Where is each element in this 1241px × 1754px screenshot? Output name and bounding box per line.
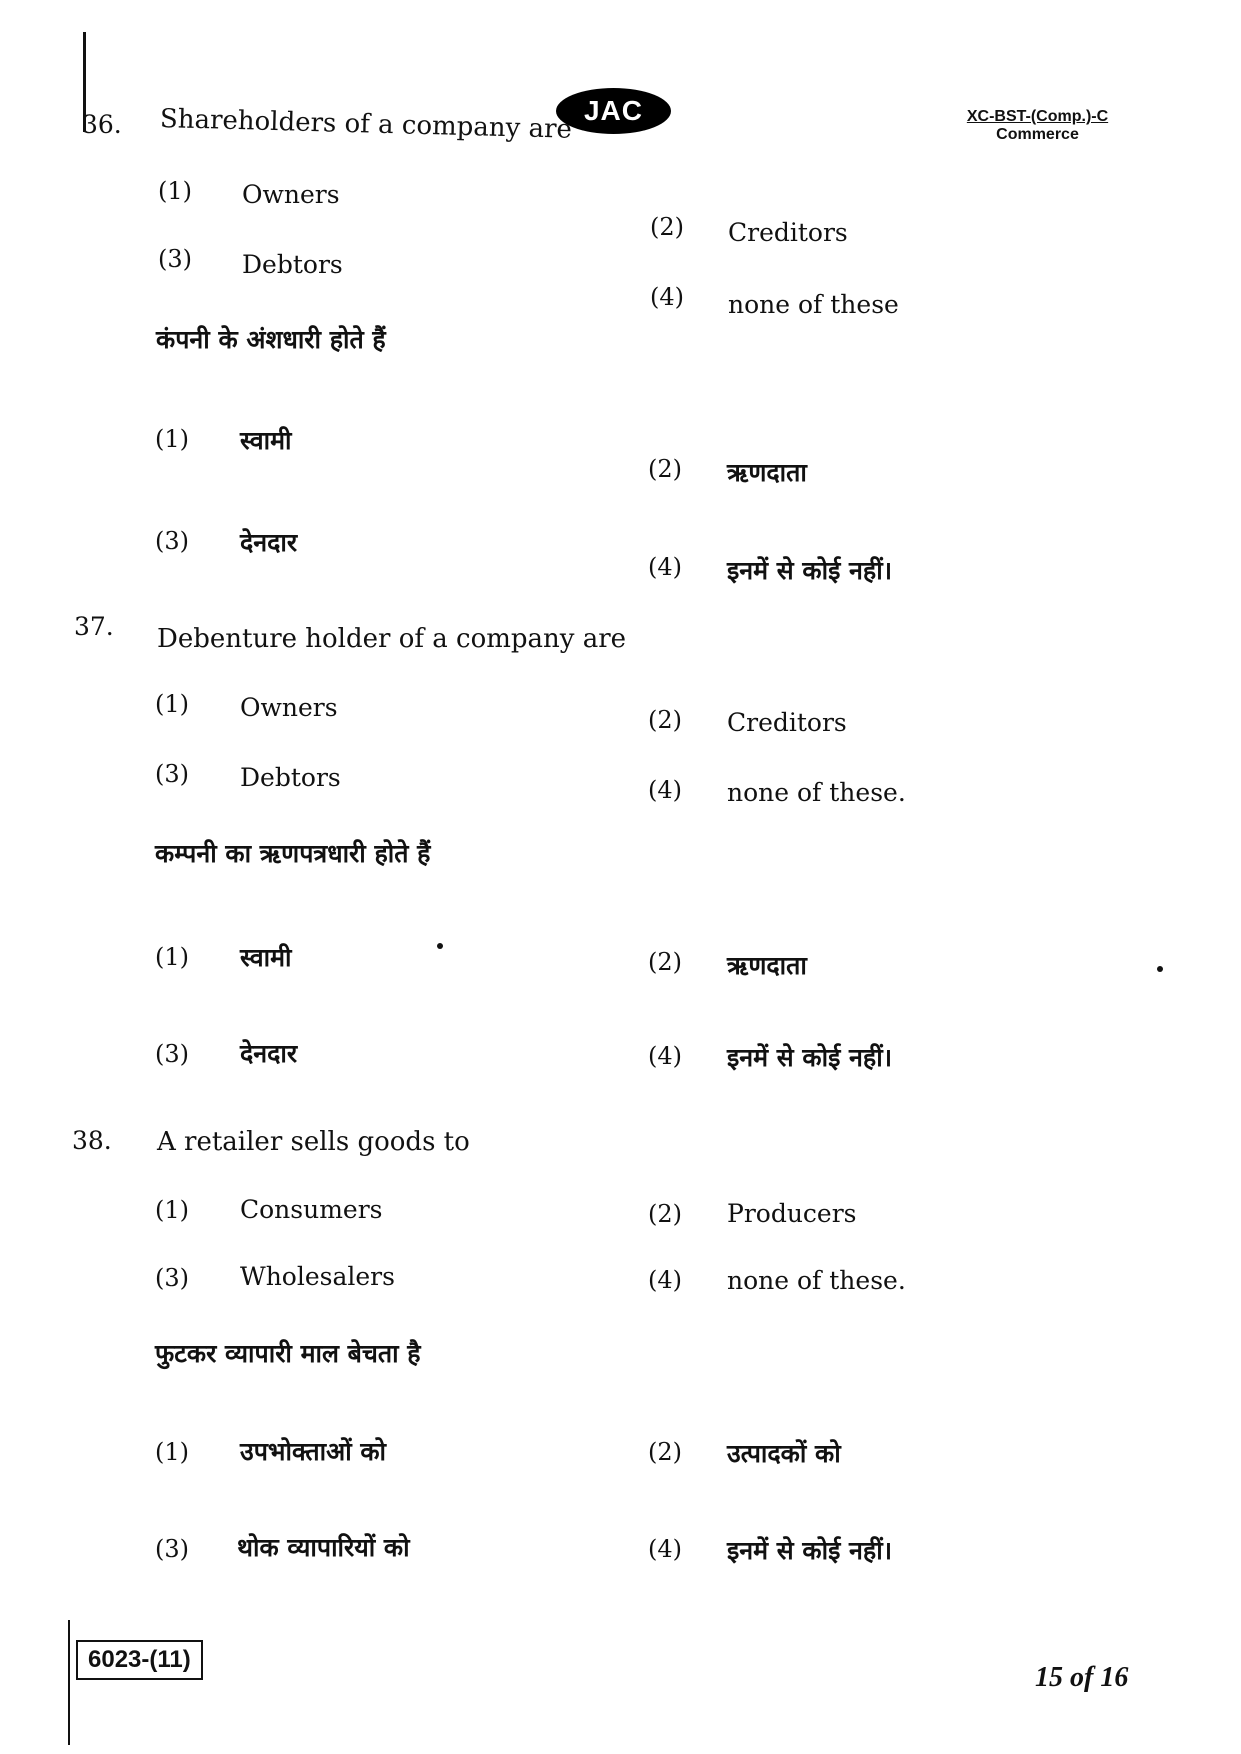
q38-hopt4-num: (4)	[648, 1535, 682, 1563]
scan-speck	[1157, 966, 1163, 972]
q38-hopt3-num: (3)	[155, 1535, 189, 1563]
q36-hopt2-label: ऋणदाता	[727, 458, 807, 487]
q36-hopt3-label: देनदार	[240, 528, 298, 557]
q37-hopt2-label: ऋणदाता	[727, 951, 807, 980]
q38-hopt3-label: थोक व्यापारियों को	[237, 1533, 410, 1562]
q36-hopt3-num: (3)	[155, 527, 189, 555]
q38-opt1-label: Consumers	[240, 1195, 383, 1224]
q36-opt2-label: Creditors	[728, 218, 848, 247]
q37-opt2-num: (2)	[648, 706, 682, 734]
q38-opt1-num: (1)	[155, 1196, 189, 1224]
q36-opt1-num: (1)	[158, 177, 192, 205]
q38-opt2-label: Producers	[727, 1199, 857, 1228]
q37-opt4-num: (4)	[648, 776, 682, 804]
booklet-code: 6023-(11)	[76, 1640, 203, 1680]
q37-opt3-label: Debtors	[240, 763, 341, 792]
question-37-text: Debenture holder of a company are	[157, 624, 627, 654]
q36-opt4-num: (4)	[650, 283, 684, 311]
q37-hopt1-num: (1)	[155, 943, 189, 971]
q38-opt3-num: (3)	[155, 1264, 189, 1292]
question-36-number: 36.	[82, 110, 122, 139]
q38-opt2-num: (2)	[648, 1200, 682, 1228]
question-36-text: Shareholders of a company are	[159, 104, 573, 145]
q36-hopt4-label: इनमें से कोई नहीं।	[727, 556, 893, 585]
q38-hopt1-label: उपभोक्ताओं को	[240, 1437, 387, 1466]
q38-opt3-label: Wholesalers	[240, 1262, 395, 1291]
q37-hopt4-label: इनमें से कोई नहीं।	[727, 1043, 893, 1072]
q36-opt4-label: none of these	[728, 290, 899, 319]
q37-opt1-num: (1)	[155, 690, 189, 718]
q36-hindi-text: कंपनी के अंशधारी होते हैं	[156, 325, 386, 354]
q36-opt1-label: Owners	[242, 180, 340, 209]
q36-hopt2-num: (2)	[648, 455, 682, 483]
question-38-text: A retailer sells goods to	[157, 1127, 470, 1157]
q36-opt3-num: (3)	[158, 245, 192, 273]
q38-hindi-text: फुटकर व्यापारी माल बेचता है	[155, 1339, 421, 1368]
scan-speck	[437, 943, 443, 949]
q36-hopt1-num: (1)	[155, 425, 189, 453]
q37-opt1-label: Owners	[240, 693, 338, 722]
q37-hopt4-num: (4)	[648, 1042, 682, 1070]
question-38-number: 38.	[72, 1126, 112, 1155]
q38-hopt1-num: (1)	[155, 1438, 189, 1466]
left-margin-line-bottom	[68, 1620, 70, 1745]
q37-hopt3-num: (3)	[155, 1040, 189, 1068]
subject-text: Commerce	[996, 126, 1079, 143]
q38-opt4-num: (4)	[648, 1266, 682, 1294]
q36-opt3-label: Debtors	[242, 250, 343, 279]
q37-hopt1-label: स्वामी	[240, 943, 292, 972]
q36-hopt4-num: (4)	[648, 553, 682, 581]
q38-hopt2-num: (2)	[648, 1438, 682, 1466]
page-number: 15 of 16	[1035, 1662, 1129, 1693]
q37-hopt2-num: (2)	[648, 948, 682, 976]
paper-code	[945, 108, 1130, 144]
q36-hopt1-label: स्वामी	[240, 426, 292, 455]
q37-opt4-label: none of these.	[727, 778, 906, 807]
q38-opt4-label: none of these.	[727, 1266, 906, 1295]
q37-hopt3-label: देनदार	[240, 1039, 298, 1068]
q37-hindi-text: कम्पनी का ऋणपत्रधारी होते हैं	[155, 839, 431, 868]
q37-opt2-label: Creditors	[727, 708, 847, 737]
question-37-number: 37.	[74, 612, 114, 641]
jac-logo: JAC	[556, 88, 671, 134]
q38-hopt2-label: उत्पादकों को	[727, 1439, 841, 1468]
q38-hopt4-label: इनमें से कोई नहीं।	[727, 1536, 893, 1565]
q37-opt3-num: (3)	[155, 760, 189, 788]
paper-code-text: XC-BST-(Comp.)-C	[966, 108, 1109, 125]
q36-opt2-num: (2)	[650, 213, 684, 241]
